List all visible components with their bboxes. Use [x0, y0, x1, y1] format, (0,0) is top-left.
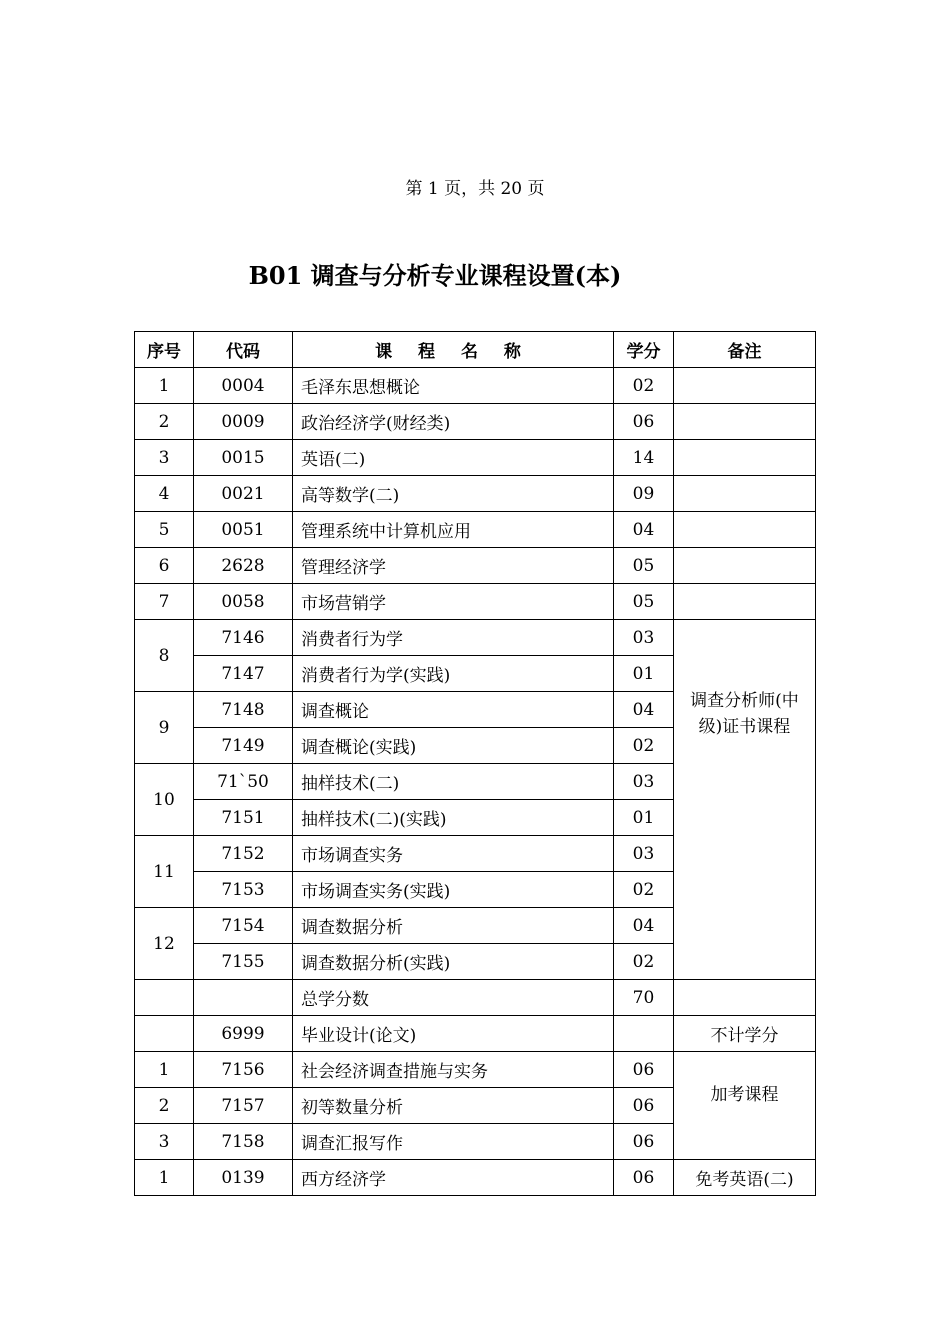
page-number: 第 1 页，共 20 页 — [405, 179, 545, 199]
course-table — [134, 331, 816, 1196]
code-cell: 7155 — [194, 944, 293, 980]
code-cell — [194, 980, 293, 1016]
credit-cell: 06 — [614, 1160, 674, 1196]
note-cell — [674, 548, 816, 584]
seq-cell — [135, 1016, 194, 1052]
seq-cell: 4 — [135, 476, 194, 512]
credit-cell: 04 — [614, 908, 674, 944]
table-row — [135, 1052, 816, 1088]
code-cell: 71`50 — [194, 764, 293, 800]
seq-cell: 1 — [135, 368, 194, 404]
credit-cell: 02 — [614, 728, 674, 764]
document-title: B01 调查与分析专业课程设置(本) — [248, 261, 622, 290]
credit-cell: 06 — [614, 1088, 674, 1124]
header-name: 课 程 名 称 — [293, 332, 614, 368]
code-cell: 0058 — [194, 584, 293, 620]
seq-cell: 8 — [135, 620, 194, 692]
code-cell: 7157 — [194, 1088, 293, 1124]
name-cell: 消费者行为学(实践) — [293, 656, 614, 692]
table-row — [135, 584, 816, 620]
name-cell: 高等数学(二) — [293, 476, 614, 512]
credit-cell: 05 — [614, 548, 674, 584]
header-credit: 学分 — [614, 332, 674, 368]
note-cell — [674, 584, 816, 620]
seq-cell — [135, 980, 194, 1016]
name-cell: 市场调查实务 — [293, 836, 614, 872]
credit-cell: 06 — [614, 404, 674, 440]
code-cell: 7151 — [194, 800, 293, 836]
note-cell — [674, 440, 816, 476]
name-cell: 抽样技术(二) — [293, 764, 614, 800]
name-cell: 调查数据分析(实践) — [293, 944, 614, 980]
note-cell — [674, 512, 816, 548]
code-cell: 0051 — [194, 512, 293, 548]
seq-cell: 1 — [135, 1052, 194, 1088]
name-cell: 初等数量分析 — [293, 1088, 614, 1124]
code-cell: 0021 — [194, 476, 293, 512]
credit-cell: 05 — [614, 584, 674, 620]
name-cell: 毕业设计(论文) — [293, 1016, 614, 1052]
name-cell: 管理经济学 — [293, 548, 614, 584]
credit-cell: 04 — [614, 692, 674, 728]
name-cell: 社会经济调查措施与实务 — [293, 1052, 614, 1088]
credit-cell: 01 — [614, 800, 674, 836]
seq-cell: 6 — [135, 548, 194, 584]
seq-cell: 2 — [135, 404, 194, 440]
code-cell: 7152 — [194, 836, 293, 872]
seq-cell: 10 — [135, 764, 194, 836]
extra-note-cell: 加考课程 — [674, 1052, 816, 1160]
credit-cell: 06 — [614, 1124, 674, 1160]
seq-cell: 11 — [135, 836, 194, 908]
seq-cell: 3 — [135, 1124, 194, 1160]
table-row — [135, 404, 816, 440]
credit-cell: 02 — [614, 368, 674, 404]
total-label: 总学分数 — [293, 980, 614, 1016]
seq-cell: 2 — [135, 1088, 194, 1124]
credit-cell: 03 — [614, 764, 674, 800]
table-row — [135, 548, 816, 584]
code-cell: 7148 — [194, 692, 293, 728]
credit-cell — [614, 1016, 674, 1052]
certificate-note-cell: 调查分析师(中级)证书课程 — [674, 620, 816, 980]
code-cell: 7153 — [194, 872, 293, 908]
credit-cell: 02 — [614, 872, 674, 908]
seq-cell: 12 — [135, 908, 194, 980]
header-note: 备注 — [674, 332, 816, 368]
credit-cell: 01 — [614, 656, 674, 692]
code-cell: 7156 — [194, 1052, 293, 1088]
note-cell: 免考英语(二) — [674, 1160, 816, 1196]
exempt-row — [135, 1160, 816, 1196]
seq-cell: 9 — [135, 692, 194, 764]
code-cell: 7149 — [194, 728, 293, 764]
total-credit: 70 — [614, 980, 674, 1016]
name-cell: 管理系统中计算机应用 — [293, 512, 614, 548]
table-row — [135, 368, 816, 404]
credit-cell: 09 — [614, 476, 674, 512]
seq-cell: 5 — [135, 512, 194, 548]
code-cell: 6999 — [194, 1016, 293, 1052]
code-cell: 0004 — [194, 368, 293, 404]
note-cell — [674, 404, 816, 440]
name-cell: 调查汇报写作 — [293, 1124, 614, 1160]
header-code: 代码 — [194, 332, 293, 368]
name-cell: 政治经济学(财经类) — [293, 404, 614, 440]
table-row — [135, 512, 816, 548]
note-cell: 不计学分 — [674, 1016, 816, 1052]
code-cell: 2628 — [194, 548, 293, 584]
name-cell: 市场调查实务(实践) — [293, 872, 614, 908]
note-cell — [674, 476, 816, 512]
code-cell: 0015 — [194, 440, 293, 476]
code-cell: 7147 — [194, 656, 293, 692]
code-cell: 7158 — [194, 1124, 293, 1160]
credit-cell: 03 — [614, 836, 674, 872]
total-row — [135, 980, 816, 1016]
credit-cell: 14 — [614, 440, 674, 476]
thesis-row — [135, 1016, 816, 1052]
name-cell: 调查概论 — [293, 692, 614, 728]
credit-cell: 04 — [614, 512, 674, 548]
credit-cell: 03 — [614, 620, 674, 656]
seq-cell: 7 — [135, 584, 194, 620]
note-cell — [674, 980, 816, 1016]
name-cell: 调查数据分析 — [293, 908, 614, 944]
header-seq: 序号 — [135, 332, 194, 368]
credit-cell: 02 — [614, 944, 674, 980]
code-cell: 7154 — [194, 908, 293, 944]
credit-cell: 06 — [614, 1052, 674, 1088]
name-cell: 调查概论(实践) — [293, 728, 614, 764]
name-cell: 消费者行为学 — [293, 620, 614, 656]
table-header-row — [135, 332, 816, 368]
seq-cell: 3 — [135, 440, 194, 476]
table-row — [135, 440, 816, 476]
name-cell: 毛泽东思想概论 — [293, 368, 614, 404]
name-cell: 抽样技术(二)(实践) — [293, 800, 614, 836]
code-cell: 0009 — [194, 404, 293, 440]
note-cell — [674, 368, 816, 404]
name-cell: 市场营销学 — [293, 584, 614, 620]
table-row — [135, 620, 816, 656]
name-cell: 西方经济学 — [293, 1160, 614, 1196]
seq-cell: 1 — [135, 1160, 194, 1196]
code-cell: 0139 — [194, 1160, 293, 1196]
name-cell: 英语(二) — [293, 440, 614, 476]
code-cell: 7146 — [194, 620, 293, 656]
table-row — [135, 476, 816, 512]
